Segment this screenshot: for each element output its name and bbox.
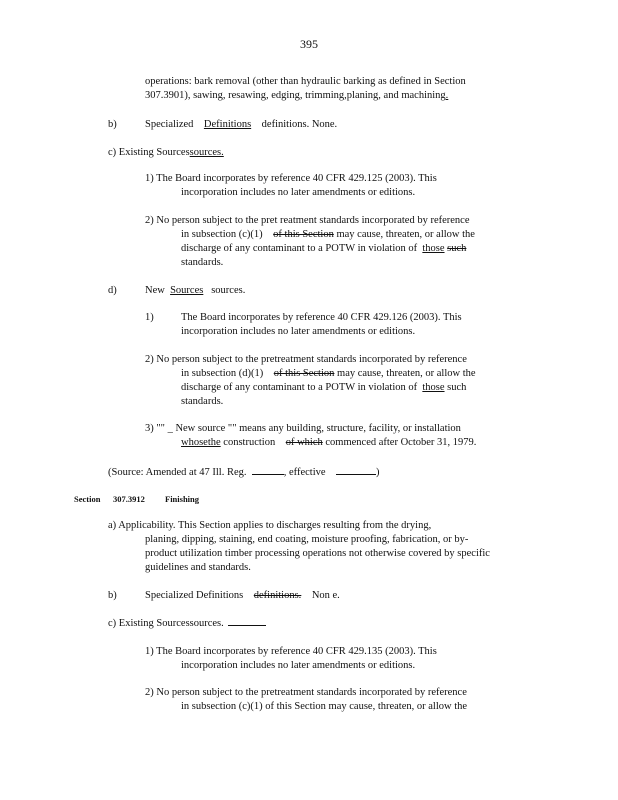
c-item2-line2-a: in subsection (c)(1) — [181, 229, 263, 240]
d-item3-line2 — [181, 436, 476, 450]
d-item2-line1: 2) No person subject to the pretreatment standards incorporated by reference — [145, 354, 467, 365]
d-item1-line1: The Board incorporates by reference 40 CFR 429.126 (2003). This — [181, 312, 462, 323]
subsection-d-sources-lower: sources. — [211, 285, 246, 296]
d-item3-construction: construction — [220, 437, 276, 448]
section-heading-label: Section — [74, 494, 101, 504]
section-heading-title: Finishing — [165, 494, 200, 504]
applicability-line1: a) Applicability. This Section applies to discharges resulting from the drying, — [108, 520, 432, 531]
source-note-reg-blank — [252, 464, 284, 475]
d-item2-line2 — [181, 367, 476, 381]
c-item2-line4: standards. — [181, 257, 224, 268]
c2-item1-line2: incorporation includes no later amendments or editions. — [181, 660, 416, 671]
applicability-line4: guidelines and standards. — [145, 562, 251, 573]
subsection-d-heading — [145, 284, 245, 298]
c-item2-line2 — [181, 228, 475, 242]
subsection-d-label: d) — [108, 285, 117, 296]
d-item3-whosethe: whosethe — [181, 437, 221, 448]
subsection-b2-label: b) — [108, 590, 117, 601]
c-item2-line3 — [181, 242, 466, 256]
c2-item1-line1: 1) The Board incorporates by reference 40 CFR 429.135 (2003). This — [145, 646, 437, 657]
d-item1-line2: incorporation includes no later amendments or editions. — [181, 326, 416, 337]
operations-line-2-period: . — [445, 90, 449, 101]
section-heading-number: 307.3912 — [113, 494, 145, 504]
d-item3-commenced: commenced after October 31, 1979. — [322, 437, 477, 448]
c2-item2-line1: 2) No person subject to the pretreatment standards incorporated by reference — [145, 687, 467, 698]
subsection-b-label: b) — [108, 119, 117, 130]
subsection-b-specialized: Specialized — [145, 119, 194, 130]
subsection-b-definitions-underlined: Definitions — [203, 119, 252, 130]
c-item2-line1: 2) No person subject to the pret reatment standards incorporated by reference — [145, 215, 470, 226]
d-item2-such: such — [447, 382, 467, 393]
c-item2-line2-b: may cause, threaten, or allow the — [333, 229, 475, 240]
c-item2-struck-text: of this Section — [273, 229, 334, 240]
applicability-line3: product utilization timber processing operations not otherwise covered by specific — [145, 548, 490, 559]
subsection-c-sources-underlined: sources. — [189, 147, 224, 158]
subsection-b2-definitions-struck: definitions. — [253, 590, 302, 601]
subsection-c2-heading — [108, 617, 266, 631]
subsection-c-heading — [108, 146, 224, 160]
subsection-d-new: New — [145, 285, 165, 296]
page-number: 395 — [300, 37, 318, 51]
operations-line-2 — [145, 89, 448, 103]
subsection-b2-none: Non e. — [311, 590, 340, 601]
c-item2-line3-a: discharge of any contaminant to a POTW in violation of — [181, 243, 418, 254]
d-item2-line2-b: may cause, threaten, or allow the — [334, 368, 476, 379]
d-item3-line1: 3) "" _ New source "" means any building, structure, facility, or installation — [145, 423, 461, 434]
source-note-amended: (Source: Amended at 47 Ill. Reg. — [108, 467, 247, 478]
subsection-d-sources-underlined: Sources — [170, 285, 204, 296]
source-note-close: ) — [376, 467, 380, 478]
source-note-date-blank — [336, 464, 376, 475]
operations-line-2-text: 307.3901), sawing, resawing, edging, trimming,planing, and machining — [145, 90, 446, 101]
d-item2-line2-a: in subsection (d)(1) — [181, 368, 264, 379]
source-note-effective: , effective — [283, 467, 326, 478]
operations-line-1: operations: bark removal (other than hydraulic barking as defined in Section — [145, 76, 466, 87]
c-item2-such-struck: such — [447, 243, 467, 254]
subsection-c-label: c) Existing Sources — [108, 147, 190, 158]
d-item2-line4: standards. — [181, 396, 224, 407]
subsection-b2-text — [145, 589, 340, 603]
d-item2-those-underlined: those — [422, 382, 445, 393]
subsection-c2-label: c) Existing Sourcessources. — [108, 618, 224, 629]
c2-item2-line2: in subsection (c)(1) of this Section may cause, threaten, or allow the — [181, 701, 468, 712]
subsection-b-text — [145, 118, 337, 132]
d-item3-of-which-struck: of which — [285, 437, 323, 448]
c-item2-those-underlined: those — [422, 243, 445, 254]
c-item1-line1: 1) The Board incorporates by reference 40 CFR 429.125 (2003). This — [145, 173, 437, 184]
c-item1-line2: incorporation includes no later amendments or editions. — [181, 187, 416, 198]
d-item2-struck-text: of this Section — [273, 368, 335, 379]
applicability-line2: planing, dipping, staining, end coating, moisture proofing, fabrication, or by- — [145, 534, 469, 545]
subsection-b2-specialized: Specialized Definitions — [145, 590, 244, 601]
d-item1-label: 1) — [145, 312, 154, 323]
d-item2-line3-a: discharge of any contaminant to a POTW in violation of — [181, 382, 418, 393]
subsection-b-definitions-none: definitions. None. — [261, 119, 338, 130]
subsection-c2-rule — [228, 617, 266, 626]
source-note — [108, 464, 380, 480]
d-item2-line3 — [181, 381, 466, 395]
